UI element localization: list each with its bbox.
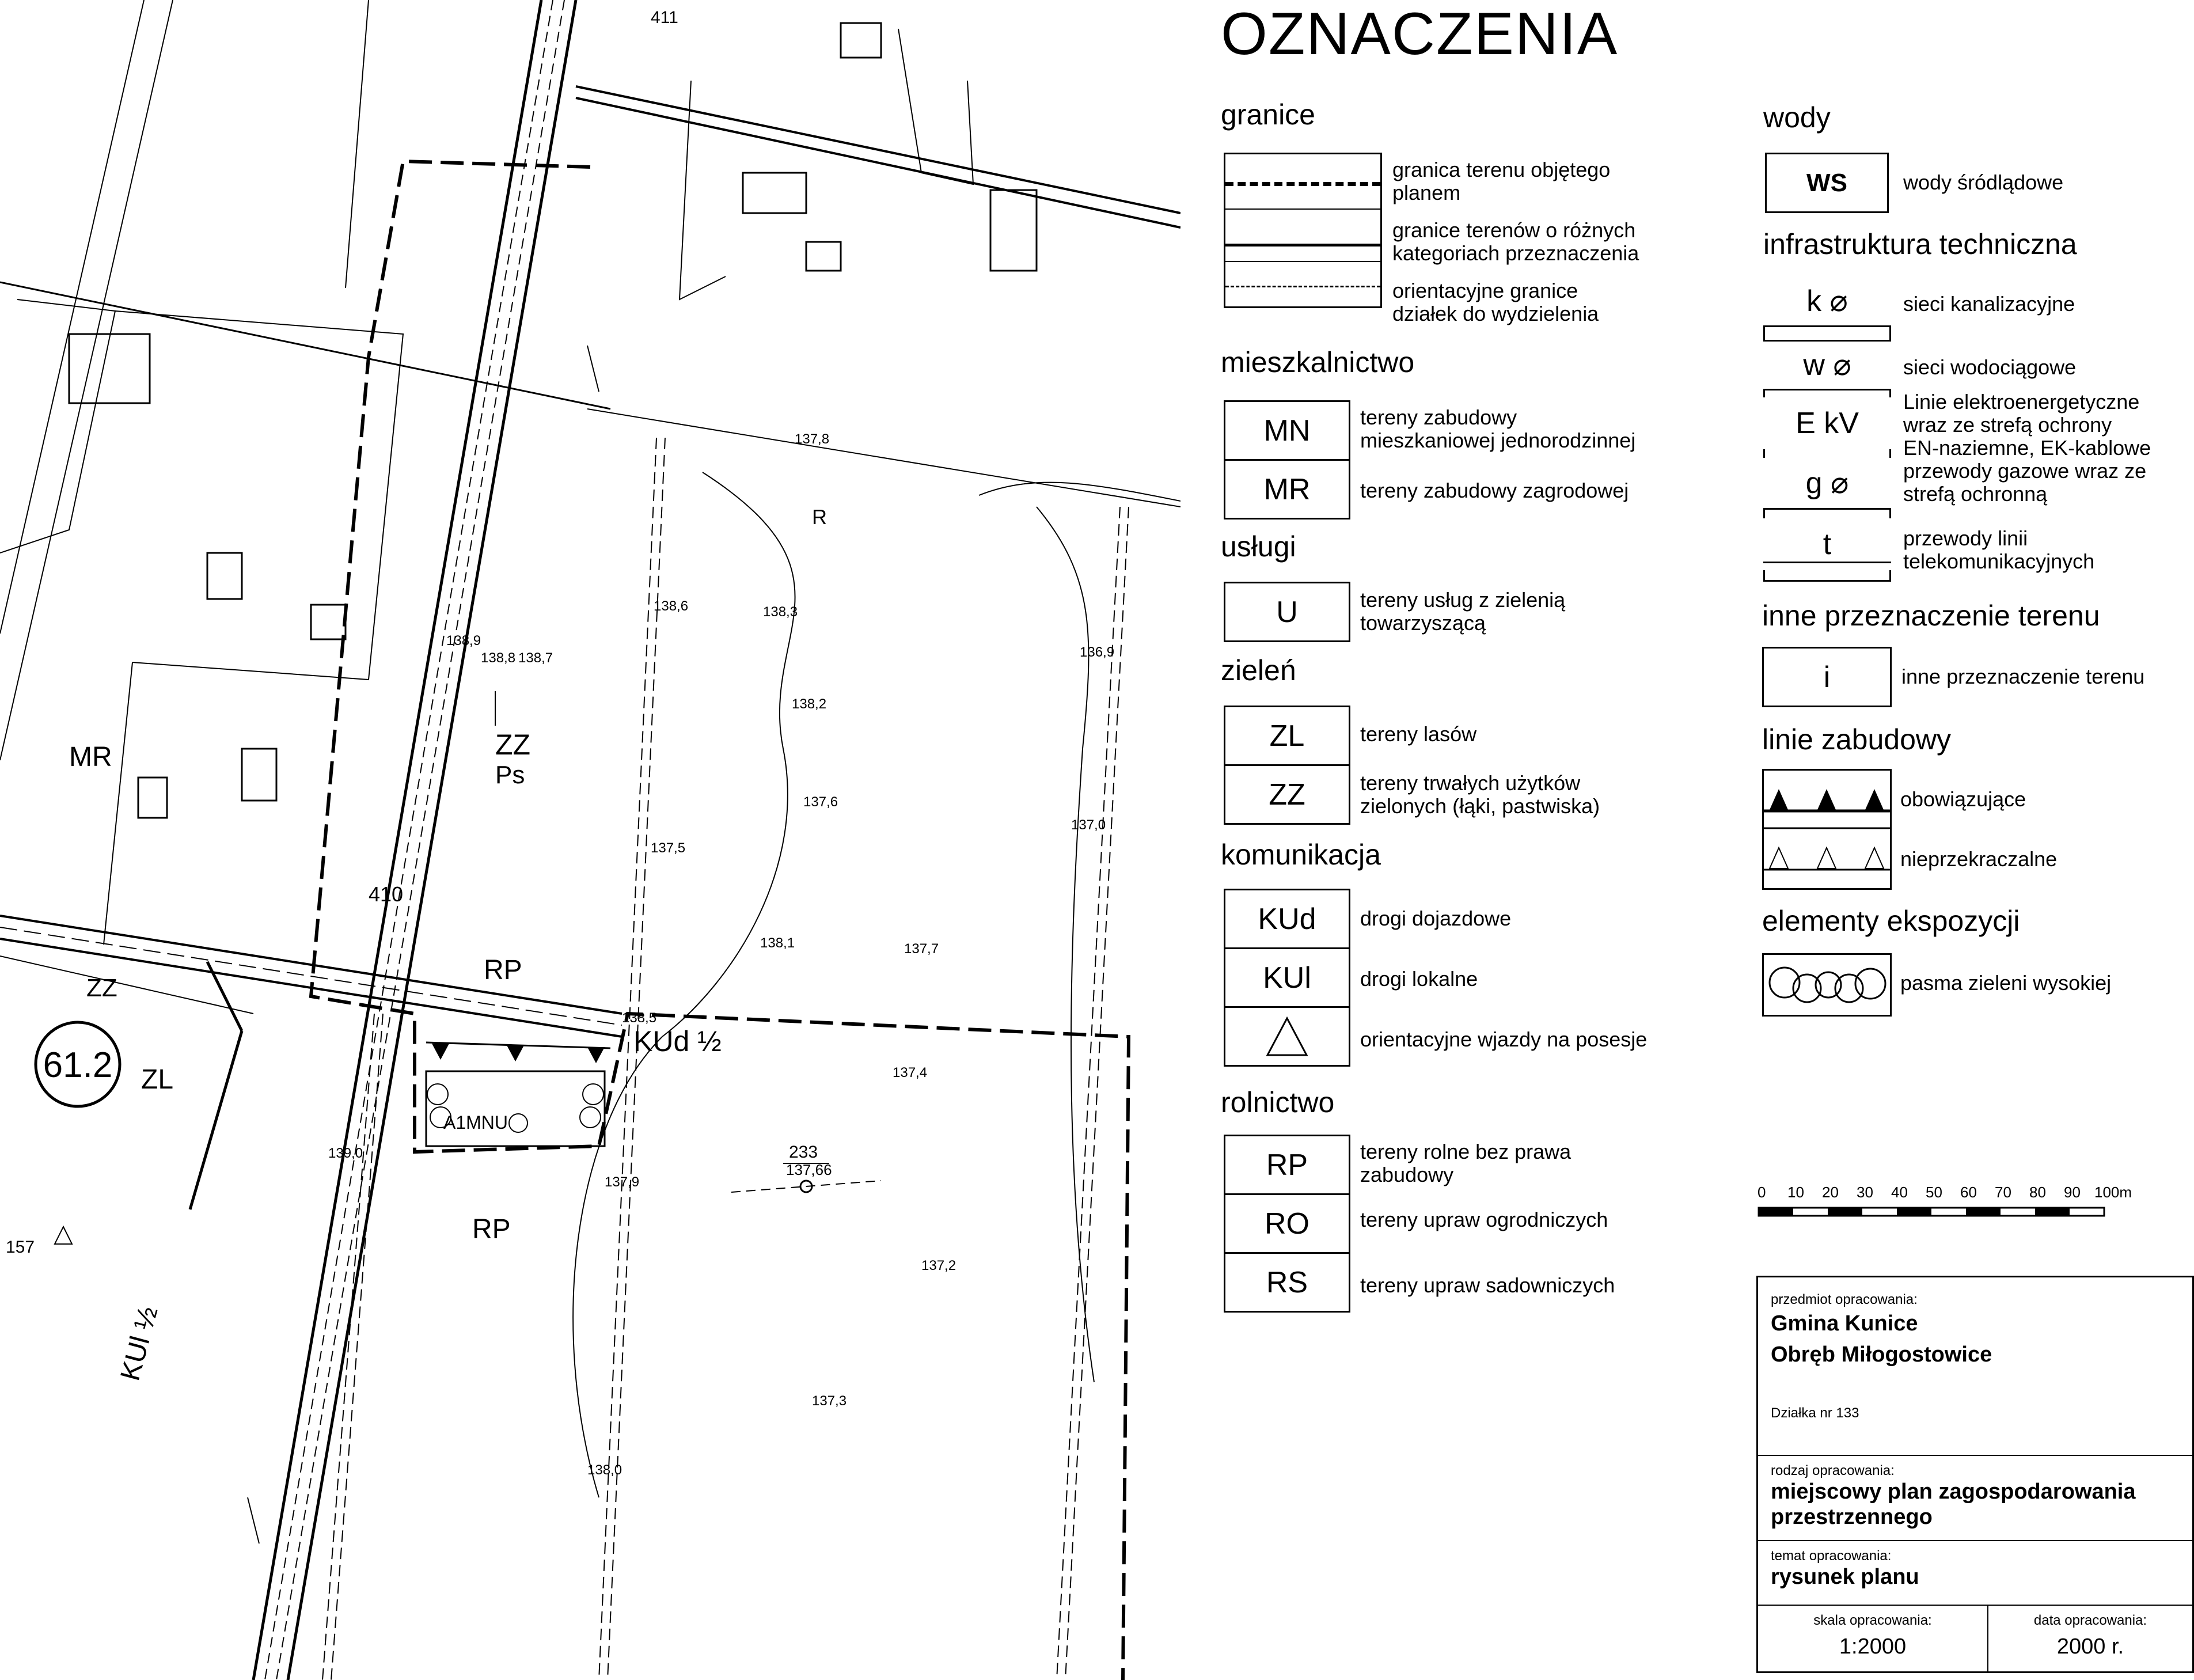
w-desc: sieci wodociągowe [1903,355,2077,379]
road-line [0,0,173,760]
divider [1225,261,1380,262]
code-u: U [1224,582,1350,642]
scale-label: 10 [1787,1184,1804,1201]
code-rp: RP [1224,1135,1350,1195]
kud-label: KUd ½ [633,1025,722,1057]
spot-height: 138,5 [622,1010,657,1026]
plot-boundary [104,662,132,945]
spot-height: 137,7 [904,941,939,957]
code-t: t [1763,518,1891,570]
obreb-name: Obręb Miłogostowice [1771,1343,1992,1367]
desc-text: Linie elektroenergetyczne [1903,390,2140,414]
przedmiot-label: przedmiot opracowania: [1771,1292,1918,1307]
desc-text: wraz ze strefą ochrony [1903,413,2112,437]
spot-height: 138,9 [446,633,481,649]
code-ekv: E kV [1763,397,1891,449]
code-mn: MN [1224,400,1350,461]
ws-desc: wody śródlądowe [1903,170,2064,194]
road-line [190,1031,242,1209]
desc-text: zielonych (łąki, pastwiska) [1360,794,1600,818]
zone-612-label: 61.2 [43,1045,113,1085]
n410-label: 410 [369,882,404,906]
e-desc [1903,390,2151,506]
divider [1225,208,1380,210]
title-block [1756,1276,2194,1673]
plan-boundary [311,161,1129,1680]
road-line [0,956,253,1014]
desc-text: granica terenu objętego [1392,158,1611,181]
filled-triangle-icon [1817,789,1836,810]
plan-boundary-line [1225,182,1380,186]
building [743,173,806,213]
building [990,190,1037,271]
scale-label: 50 [1926,1184,1942,1201]
temat-label: temat opracowania: [1771,1548,1892,1564]
building [841,23,881,58]
desc-text: strefą ochronną [1903,482,2048,506]
wjazd-desc: orientacyjne wjazdy na posesje [1360,1027,1648,1051]
data-label: data opracowania: [2033,1613,2147,1628]
tb-row-temat [1758,1541,2192,1606]
building-line-symbols [1764,771,1890,888]
scale-bar [1758,1184,2132,1230]
contour-line [1037,507,1094,1382]
r-label: R [812,505,827,529]
scale-label: 60 [1960,1184,1977,1201]
triangle-outline-icon [1264,1014,1310,1060]
green-belt-box [1762,953,1892,1017]
filled-triangle-icon [1770,789,1788,810]
skala-value: 1:2000 [1839,1635,1907,1659]
plot-boundary [0,299,115,553]
plot-line [1065,507,1129,1680]
arrow [248,1497,259,1544]
spot-height: 137,8 [795,431,830,447]
building [138,778,167,818]
plot-boundary-line [1225,286,1380,287]
building [69,334,150,403]
granice-desc-1 [1392,158,1610,204]
code-ro: RO [1224,1193,1350,1254]
mr-desc: tereny zabudowy zagrodowej [1360,479,1629,502]
code-zl: ZL [1224,706,1350,766]
kul-desc: drogi lokalne [1360,967,1478,991]
code-mr: MR [1224,459,1350,519]
legend-panel [1180,0,2194,1680]
code-i: i [1762,647,1892,707]
section-granice: granice [1221,98,1315,131]
building-line-triangle [507,1045,524,1061]
section-mieszkalnictwo: mieszkalnictwo [1221,346,1415,378]
section-ekspozycja: elementy ekspozycji [1762,905,2020,937]
granice-desc-3 [1392,279,1599,325]
obow-desc: obowiązujące [1900,787,2026,811]
tree [583,1084,603,1105]
road-line [0,0,144,634]
code-rs: RS [1224,1252,1350,1313]
section-linie: linie zabudowy [1762,723,1951,756]
arrow [587,346,599,392]
data-value: 2000 r. [2056,1635,2124,1659]
contour-line [979,483,1180,501]
spot-height: 137,6 [803,794,838,810]
zl-desc: tereny lasów [1360,722,1477,746]
building-line-box [1762,769,1892,890]
code-kul: KUl [1224,947,1350,1008]
scale-label: 30 [1857,1184,1873,1201]
desc-text: kategoriach przeznaczenia [1392,241,1639,265]
tree-circles-icon [1764,955,1890,1015]
survey-line [731,1181,881,1192]
niep-desc: nieprzekraczalne [1900,847,2058,871]
zz-left-label: ZZ [86,974,117,1002]
scale-label: 40 [1891,1184,1908,1201]
plot-line [599,438,656,1680]
scale-label: 80 [2029,1184,2046,1201]
desc-text: planem [1392,181,1461,204]
zz-desc [1360,772,1600,818]
desc-text: tereny zabudowy [1360,405,1517,429]
tb-scale-cell [1758,1606,1988,1673]
n233-label: 233 [789,1143,818,1162]
spot-height: 138,1 [760,935,795,951]
gmina-name: Gmina Kunice [1771,1311,1918,1336]
road-line [253,0,541,1680]
road-line [0,282,610,409]
desc-text: działek do wydzielenia [1392,302,1599,325]
section-infra: infrastruktura techniczna [1763,228,2077,260]
plot-line [331,1014,383,1680]
spot-height: 137,2 [921,1258,956,1273]
desc-text: przewody gazowe wraz ze [1903,459,2147,483]
road-line [587,409,1180,507]
code-ws: WS [1765,153,1889,213]
road-line [576,86,1180,213]
desc-text: granice terenów o różnych [1392,218,1636,242]
dzialka-number: Działka nr 133 [1771,1405,1859,1421]
kud-desc: drogi dojazdowe [1360,907,1512,930]
road-line [265,0,553,1680]
road-line [207,962,242,1031]
section-uslugi: usługi [1221,530,1296,563]
ro-desc: tereny upraw ogrodniczych [1360,1208,1608,1231]
t-desc [1903,527,2094,573]
spot-height: 138,3 [763,604,798,620]
code-zz: ZZ [1224,764,1350,825]
tree [580,1107,601,1128]
desc-text: telekomunikacyjnych [1903,549,2095,573]
rp-label-bottom: RP [472,1214,511,1245]
building [426,1071,605,1146]
rp-label-top: RP [484,955,522,985]
spot-height: 138,0 [587,1462,622,1478]
legend-title: OZNACZENIA [1221,1,1619,67]
spot-height: 138,8 [481,650,516,666]
section-zielen: zieleń [1221,654,1296,687]
skala-label: skala opracowania: [1813,1613,1932,1628]
desc-text: tereny rolne bez prawa [1360,1140,1572,1163]
desc-text: tereny usług z zielenią [1360,588,1566,612]
section-komunikacja: komunikacja [1221,839,1381,871]
desc-text: mieszkaniowej jednorodzinnej [1360,428,1636,452]
k-desc: sieci kanalizacyjne [1903,292,2075,316]
ps-label: Ps [495,761,525,789]
spot-height: 137,4 [893,1065,928,1080]
building [311,605,346,639]
plot-line [608,438,665,1680]
scale-label: 0 [1758,1184,1766,1201]
building [242,749,276,801]
rodzaj-line-2: przestrzennego [1771,1505,1933,1529]
tb-row-przedmiot [1758,1277,2192,1456]
building [806,242,841,271]
rp-desc [1360,1140,1571,1186]
granice-symbol-box [1224,153,1382,308]
survey-triangle [55,1227,72,1244]
rodzaj-label: rodzaj opracowania: [1771,1463,1895,1478]
scale-label: 90 [2064,1184,2081,1201]
spot-height: 137,9 [605,1174,640,1190]
code-k: k ⌀ [1763,276,1891,327]
section-rolnictwo: rolnictwo [1221,1086,1335,1118]
desc-text: tereny trwałych użytków [1360,771,1581,795]
outline-triangle-icon [1865,848,1884,869]
desc-text: towarzyszącą [1360,611,1486,635]
zz-label: ZZ [495,729,531,761]
wjazd-symbol [1224,1006,1350,1067]
i-desc: inne przeznaczenie terenu [1901,665,2145,688]
outline-triangle-icon [1817,848,1836,869]
rs-desc: tereny upraw sadowniczych [1360,1273,1615,1297]
n157-label: 157 [6,1238,35,1257]
pasma-desc: pasma zieleni wysokiej [1900,971,2112,995]
section-inne: inne przeznaczenie terenu [1762,600,2100,632]
rodzaj-line-1: miejscowy plan zagospodarowania [1771,1480,2136,1504]
n233b-label: 137,66 [786,1161,832,1178]
spot-height: 136,9 [1080,644,1115,660]
code-kud: KUd [1224,889,1350,949]
category-boundary-line [1225,244,1380,246]
mr-label: MR [69,742,112,772]
code-g: g ⌀ [1763,458,1891,510]
outline-triangle-icon [1770,848,1788,869]
spot-height: 137,3 [812,1393,847,1409]
tb-row-rodzaj [1758,1456,2192,1541]
zl-label: ZL [141,1064,174,1095]
tree [427,1084,448,1105]
building-line-triangle [587,1047,605,1063]
scale-label: 20 [1822,1184,1839,1201]
n411-label: 411 [651,8,678,27]
spot-height: 138,7 [518,650,553,666]
road-line [288,0,576,1680]
u-desc [1360,589,1565,635]
kul-label: KUl ½ [115,1303,164,1384]
desc-text: zabudowy [1360,1163,1454,1186]
tree [509,1114,527,1132]
plot-boundary [115,311,403,680]
filled-triangle-icon [1865,789,1884,810]
desc-text: EN-naziemne, EK-kablowe [1903,436,2151,460]
scale-label: 70 [1995,1184,2011,1201]
building [207,553,242,599]
scale-label: 100m [2094,1184,2132,1201]
mn-desc [1360,406,1635,452]
contour-line [573,472,795,1497]
plot-boundary [346,0,369,288]
code-w: w ⌀ [1763,340,1891,390]
road-line [276,0,564,1680]
temat-value: rysunek planu [1771,1565,1919,1589]
spot-height: 139,0 [328,1146,363,1161]
desc-text: orientacyjne granice [1392,279,1578,302]
a1mnu-label: A1MNU [443,1112,508,1133]
divider [1763,562,1891,563]
desc-text: przewody linii [1903,526,2028,550]
building-line-triangle [432,1044,449,1060]
scale-labels [1758,1184,2132,1207]
spot-height: 137,0 [1071,817,1106,833]
tb-date-cell [1988,1606,2192,1673]
spot-height: 137,5 [651,840,686,856]
road-line [576,98,1180,227]
scale-bar-graphic [1758,1207,2115,1224]
section-wody: wody [1763,101,1831,134]
granice-desc-2 [1392,219,1639,265]
spot-height: 138,6 [654,598,689,614]
spot-height: 138,2 [792,696,827,712]
plot-line [322,1014,374,1680]
